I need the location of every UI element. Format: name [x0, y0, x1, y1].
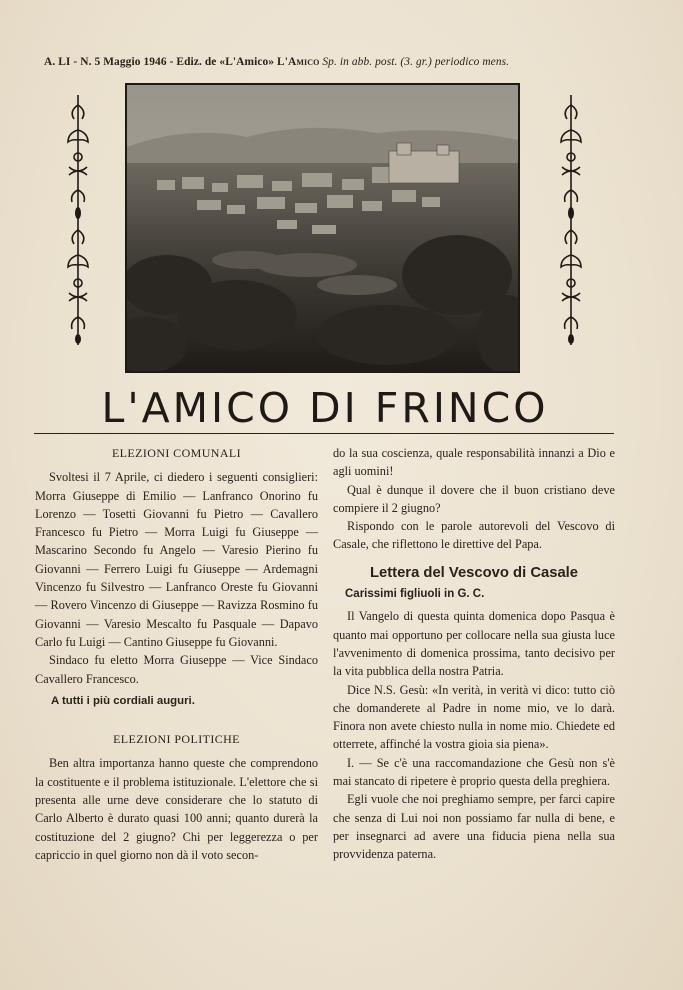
letter-paragraph-3: I. — Se c'è una raccomandazione che Gesù non s'è mai stancato di ripetere è proprio questa della preghiera. [333, 755, 615, 789]
left-column [35, 444, 318, 864]
mayor-paragraph: Sindaco fu eletto Morra Giuseppe — Vice Sindaco Cavallero Francesco. [35, 653, 318, 686]
letter-paragraph-2: Dice N.S. Gesù: «In verità, in verità vi dico: tutto ciò che domanderete al Padre in nome mio, ve lo darà. Finora non avete chiesto nulla in nome mio. Chiedete ed otterrete, affinché la vostra gioia sia piena». [333, 682, 615, 752]
floral-ornament-left [63, 95, 93, 345]
issue-header [44, 56, 624, 68]
letter-title: Lettera del Vescovo di Casale [369, 564, 579, 581]
letter-salutation: Carissimi figliuoli in G. C. [345, 588, 485, 601]
village-photograph [125, 83, 520, 373]
issue-info: A. LI - N. 5 Maggio 1946 - Ediz. de «L'Amico» [44, 56, 278, 68]
section-title-elezioni-politiche: ELEZIONI POLITICHE [113, 732, 240, 747]
politics-answer: Rispondo con le parole autorevoli del Vescovo di Casale, che riflettono le direttive del Papa. [333, 519, 615, 552]
floral-ornament-right [556, 95, 586, 345]
politics-question: Qual è dunque il dovere che il buon cristiano deve compiere il 2 giugno? [333, 482, 615, 515]
imprint-name: L'Amico [277, 56, 320, 68]
postal-info: Sp. in abb. post. (3. gr.) periodico mens. [319, 56, 510, 68]
greeting-line: A tutti i più cordiali auguri. [51, 694, 195, 707]
section-title-elezioni-comunali: ELEZIONI COMUNALI [111, 446, 242, 460]
masthead-title: L'AMICO DI FRINCO [101, 384, 549, 432]
right-column [333, 444, 615, 864]
letter-paragraph-1: Il Vangelo di questa quinta domenica dopo Pasqua è quanto mai opportuno per collocare nella sua giusta luce l'avvenimento di domenica prossima, tanto decisivo per la vita pubblica della nostra Patria. [333, 609, 615, 679]
politics-continuation: do la sua coscienza, quale responsabilità innanzi a Dio e agli uomini! [333, 446, 615, 479]
councillors-paragraph: Svoltesi il 7 Aprile, ci diedero i seguenti consiglieri: Morra Giuseppe di Emilio — Lanfranco Onorino fu Lorenzo — Tosetti Giovanni fu Pietro — Cavallero Francesco fu Pietro — Morra Luigi fu Giuseppe — Mascarino Secondo fu Angelo — Varesio Pierino fu Giovanni — Ferrero Luigi fu Giuseppe — Ardemagni Vincenzo fu Silvestro — Lanfranco Oreste fu Giovanni — Rovero Vincenzo di Giuseppe — Ravizza Rosmino fu Giovanni — Varesio Mescalto fu Pasquale — Dapavo Carlo fu Luigi — Cantino Giuseppe fu Giovanni. [35, 470, 318, 649]
masthead-rule [34, 433, 614, 434]
politics-paragraph: Ben altra importanza hanno queste che comprendono la costituente e il problema istituzionale. L'elettore che si presenta alle urne deve considerare che lo statuto di Carlo Alberto è durato quasi 100 anni; quanto durerà la costituzione del 2 giugno? Chi per leggerezza o per capriccio in quel giorno non dà il voto secon- [35, 756, 318, 862]
letter-paragraph-4: Egli vuole che noi preghiamo sempre, per farci capire che senza di Lui noi non possiamo far nulla di bene, e per insegnarci ad avere una fiducia piena nella sua provvidenza paterna. [333, 792, 615, 862]
